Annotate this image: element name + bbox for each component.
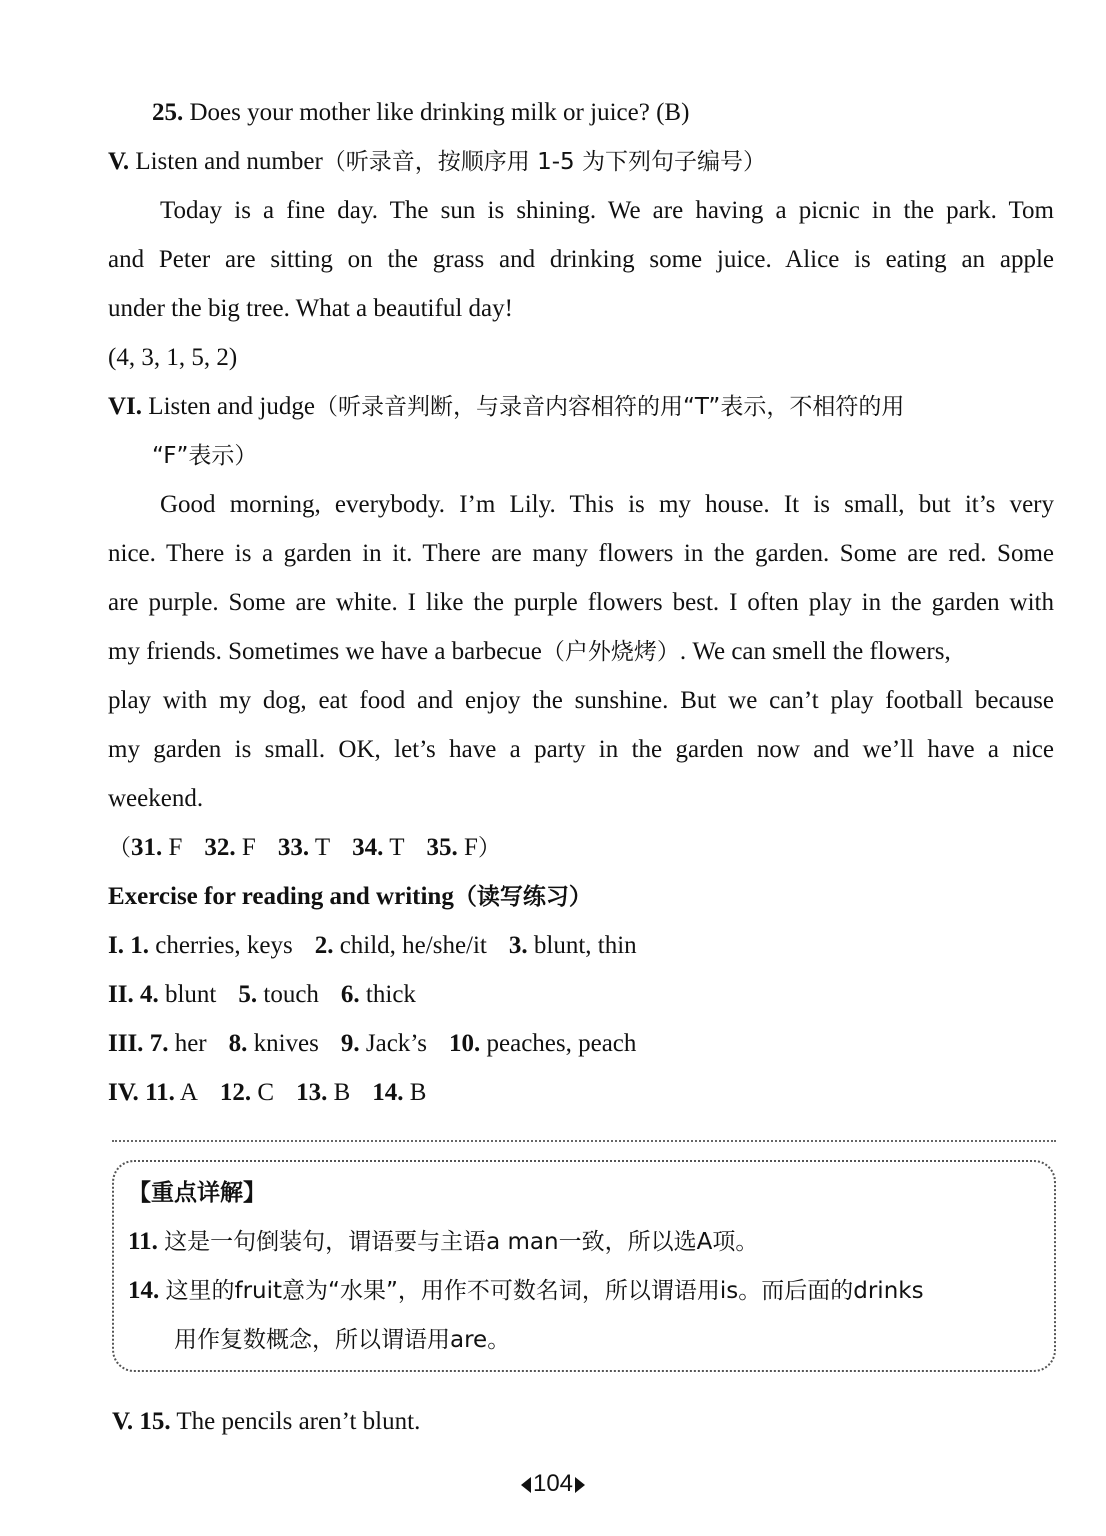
answer-number: 11. (145, 1079, 175, 1106)
answer-value: Jack’s (365, 1030, 427, 1057)
passage-text: my friends. Sometimes we have a barbecue (108, 638, 542, 665)
answer-value: cherries, keys (155, 932, 293, 959)
answer-value: F (168, 834, 183, 861)
answer-number: 2. (314, 932, 334, 959)
page-number (0, 1470, 1106, 1498)
dotted-divider (112, 1140, 1056, 1142)
answer-row-iv (108, 1076, 426, 1110)
triangle-right-icon (575, 1477, 585, 1493)
section-v-heading (108, 145, 766, 179)
judge-answers: （31. F 32. F 33. T 34. T 35. F） (108, 834, 501, 861)
answer-row-iii (108, 1027, 636, 1061)
section-number: III. (108, 1030, 144, 1057)
explanation-number: 14. (128, 1277, 160, 1304)
answer-number: 7. (149, 1030, 169, 1057)
answer-value: peaches, peach (486, 1030, 637, 1057)
answer-number: 3. (508, 932, 528, 959)
answer-number: 14. (372, 1079, 404, 1106)
answer-value: blunt (164, 981, 217, 1008)
section-title: Listen and number (135, 148, 323, 175)
explanation-14-cont (174, 1323, 510, 1357)
passage-line: are purple. Some are white. I like the purple flowers best. I often play in the garden with (108, 589, 1054, 616)
answer-row-ii (108, 978, 416, 1012)
passage-line: play with my dog, eat food and enjoy the sunshine. But we can’t play football because (108, 687, 1054, 714)
section-number: IV. (108, 1079, 139, 1106)
answer-number: 33. (277, 834, 310, 861)
section-vi-heading-cont (152, 439, 257, 473)
section-number: II. (108, 981, 134, 1008)
answer-value: F (241, 834, 256, 861)
answer-value: C (257, 1079, 275, 1106)
page-number-text: 104 (532, 1470, 574, 1497)
answer-number: 35. (426, 834, 458, 861)
answer-number: 15. (139, 1408, 171, 1435)
answer-number: 32. (204, 834, 236, 861)
exercise-title-cn: （读写练习） (453, 884, 592, 910)
answer-order: (4, 3, 1, 5, 2) (108, 344, 238, 371)
answer-value: T (314, 834, 331, 861)
answer-number: 4. (139, 981, 159, 1008)
passage-line: and Peter are sitting on the grass and drinking some juice. Alice is eating an apple (108, 246, 1054, 273)
answer-number: 31. (131, 834, 163, 861)
section-vi-heading (108, 390, 904, 424)
triangle-left-icon (521, 1477, 531, 1493)
section-number: I. (108, 932, 124, 959)
answer-value: child, he/she/it (339, 932, 487, 959)
answer-row-i (108, 929, 637, 963)
passage-line: Good morning, everybody. I’m Lily. This is my house. It is small, but it’s very (160, 491, 1054, 518)
answer-number: 13. (296, 1079, 328, 1106)
key-points-box (112, 1160, 1056, 1372)
answer-value: knives (253, 1030, 319, 1057)
answer-value: T (389, 834, 405, 861)
answer-value: her (174, 1030, 207, 1057)
explanation-14 (128, 1274, 924, 1308)
answer-number: 12. (219, 1079, 252, 1106)
answer-value: B (333, 1079, 351, 1106)
answer-number: 9. (340, 1030, 360, 1057)
passage-line: nice. There is a garden in it. There are many flowers in the garden. Some are red. Some (108, 540, 1054, 567)
explanation-text: 这里的fruit意为“水果”，用作不可数名词，所以谓语用is。而后面的drinks (165, 1278, 924, 1304)
answer-number: 10. (449, 1030, 481, 1057)
section-title-cn: （听录音判断，与录音内容相符的用“T”表示，不相符的用 (314, 394, 905, 420)
passage-text: . We can smell the flowers, (679, 638, 951, 665)
exercise-title: Exercise for reading and writing (108, 883, 454, 910)
passage-line: weekend. (108, 785, 204, 812)
passage-line: Today is a fine day. The sun is shining. We are having a picnic in the park. Tom (160, 197, 1054, 224)
section-number: V. (108, 148, 130, 175)
answer-number: 1. (130, 932, 149, 959)
passage-gloss-cn: （户外烧烤） (541, 639, 680, 665)
answer-value: F (464, 834, 478, 861)
explanation-text: 用作复数概念，所以谓语用are。 (174, 1327, 511, 1353)
section-number: V. (112, 1408, 134, 1435)
passage-line (108, 635, 1054, 669)
question-number: 25. (152, 99, 184, 126)
explanation-11 (128, 1225, 758, 1259)
passage-line: under the big tree. What a beautiful day! (108, 295, 513, 322)
box-title: 【重点详解】 (128, 1180, 266, 1206)
answer-value: blunt, thin (533, 932, 637, 959)
section-title-cn: “F”表示） (152, 443, 258, 469)
question-text: Does your mother like drinking milk or juice? (B) (189, 99, 690, 126)
passage-line: my garden is small. OK, let’s have a party in the garden now and we’ll have a nice (108, 736, 1054, 763)
answer-number: 6. (340, 981, 360, 1008)
explanation-text: 这是一句倒装句，谓语要与主语a man一致，所以选A项。 (164, 1229, 759, 1255)
section-title: Listen and judge (148, 393, 315, 420)
answer-number: 5. (238, 981, 258, 1008)
section-number: VI. (108, 393, 143, 420)
explanation-number: 11. (128, 1228, 158, 1255)
answer-number: 34. (352, 834, 384, 861)
answer-number: 8. (228, 1030, 248, 1057)
question-25 (152, 96, 689, 130)
section-title-cn: （听录音，按顺序用 1-5 为下列句子编号） (322, 149, 766, 175)
answer-value: B (409, 1079, 427, 1106)
answer-value: touch (263, 981, 319, 1008)
answer-row-v (112, 1405, 420, 1439)
answer-value: The pencils aren’t blunt. (176, 1408, 421, 1435)
exercise-heading (108, 880, 592, 914)
answer-value: thick (365, 981, 416, 1008)
answer-value: A (179, 1079, 198, 1106)
